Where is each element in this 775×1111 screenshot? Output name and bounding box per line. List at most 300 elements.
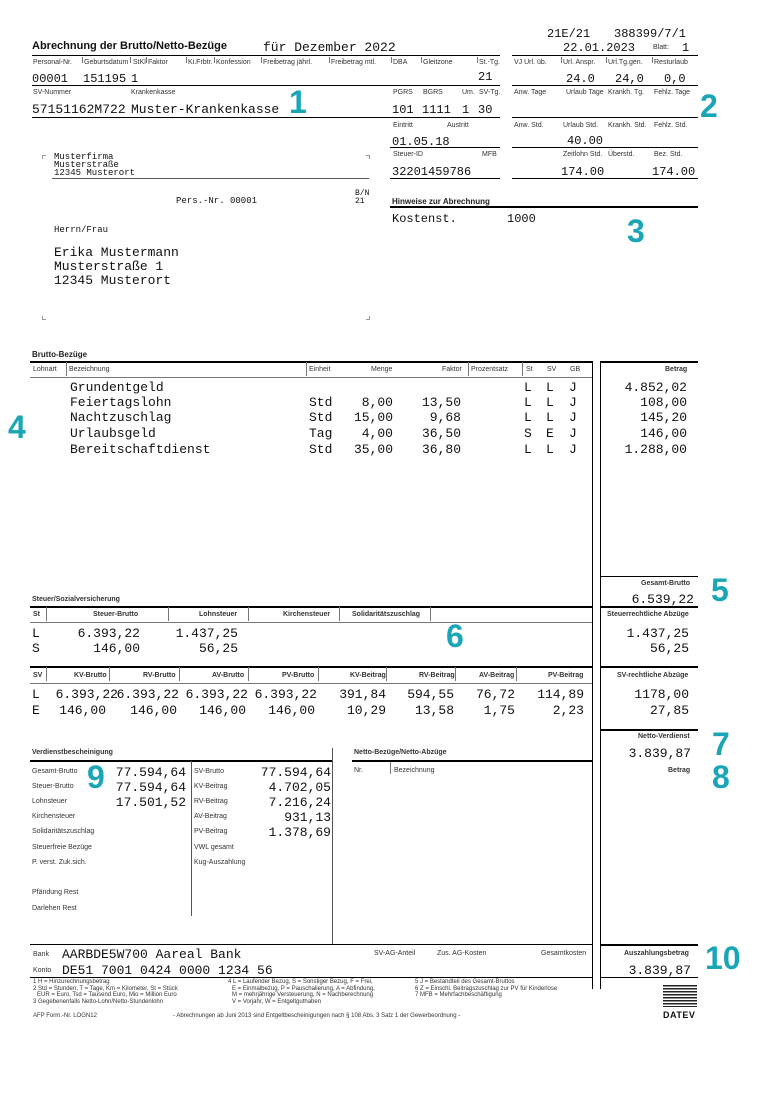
item-betrag: 145,20 xyxy=(640,410,687,425)
col-sep xyxy=(468,362,469,376)
verdienst-label: PV-Beitrag xyxy=(194,828,228,835)
col-sep xyxy=(390,762,391,774)
gesamt-brutto-value: 6.539,22 xyxy=(631,592,694,607)
steuer-heading: Steuer/Sozialversicherung xyxy=(32,596,120,603)
marker-2: 2 xyxy=(700,88,718,124)
kostenstelle-value: 1000 xyxy=(507,212,536,226)
gesamtkosten-label: Gesamtkosten xyxy=(541,950,587,957)
label-vj-url: VJ Url. üb. xyxy=(514,59,547,66)
sender-name: Musterfirma xyxy=(54,152,114,162)
value-sv-nummer: 57151162M722 xyxy=(32,102,126,117)
divider xyxy=(32,55,500,56)
col-sep xyxy=(248,607,249,621)
item-menge: 35,00 xyxy=(353,442,393,457)
value-url-anspr: 24.0 xyxy=(566,72,595,86)
item-unit: Std xyxy=(309,410,333,425)
col-gb: GB xyxy=(570,366,581,373)
grid-tick xyxy=(261,57,262,63)
recipient-name: Erika Mustermann xyxy=(54,245,179,260)
divider xyxy=(390,178,500,179)
label-krankh-tg: Krankh. Tg. xyxy=(608,89,645,96)
divider xyxy=(512,147,698,148)
footnote: 6 Z = Einschl. Beitragszuschlag zur PV für Kinderlose xyxy=(415,985,558,992)
kv-brutto-value: 146,00 xyxy=(59,703,106,718)
divider xyxy=(32,85,500,86)
value-geburtsdatum: 151195 xyxy=(83,72,127,86)
item-gb: J xyxy=(569,395,577,410)
gesamt-brutto-label: Gesamt-Brutto xyxy=(641,580,691,587)
kv-beitrag-value: 391,84 xyxy=(339,687,386,702)
label-anw-tage: Anw. Tage xyxy=(514,89,547,96)
sender-street: Musterstraße xyxy=(54,160,119,170)
label-fehlz-tage: Fehlz. Tage xyxy=(654,89,691,96)
label-sv-nummer: SV-Nummer xyxy=(33,89,72,96)
label-zeitlohn-std: Zeitlohn Std. xyxy=(563,151,603,158)
item-faktor: 9,68 xyxy=(429,410,461,425)
verdienst-label: Kirchensteuer xyxy=(32,813,76,820)
col-sep xyxy=(46,667,47,681)
label-konfession: Konfession xyxy=(216,59,251,66)
col-sep xyxy=(46,607,47,621)
value-url-tg-gen: 24,0 xyxy=(615,72,644,86)
divider xyxy=(512,55,698,56)
konto-value: DE51 7001 0424 0000 1234 56 xyxy=(62,963,273,978)
verdienst-value: 17.501,52 xyxy=(115,795,186,810)
label-um: Um. xyxy=(462,89,475,96)
pv-beitrag-value: 114,89 xyxy=(537,687,584,702)
label-krankenkasse: Krankenkasse xyxy=(131,89,176,96)
divider xyxy=(390,206,698,208)
pv-brutto-value: 146,00 xyxy=(268,703,315,718)
label-bez-std: Bez. Std. xyxy=(654,151,683,158)
label-anw-std: Anw. Std. xyxy=(514,122,544,129)
divider xyxy=(600,576,698,577)
col-faktor: Faktor xyxy=(442,366,462,373)
value-stkl: 1 xyxy=(131,72,139,86)
window-corner xyxy=(366,316,370,320)
col-bezeichnung: Bezeichnung xyxy=(69,366,110,373)
verdienst-value: 4.702,05 xyxy=(268,780,331,795)
window-corner xyxy=(42,316,46,320)
col-nr: Nr. xyxy=(354,767,363,774)
recipient-address xyxy=(54,246,179,288)
verdienst-label: VWL gesamt xyxy=(194,844,234,851)
item-st: L xyxy=(524,410,532,425)
footnotes-col1 xyxy=(33,979,178,1005)
item-gb: J xyxy=(569,380,577,395)
kv-brutto-value: 6.393,22 xyxy=(55,687,118,702)
legal-note: - Abrechnungen ab Juni 2013 sind Entgeltbescheinigungen nach § 108 Abs. 3 Satz 1 der Gewerbeordnung - xyxy=(173,1013,461,1019)
item-faktor: 36,80 xyxy=(421,442,461,457)
item-unit: Std xyxy=(309,395,333,410)
item-menge: 15,00 xyxy=(353,410,393,425)
divider xyxy=(32,117,500,118)
label-st-tg: St.-Tg. xyxy=(479,59,501,66)
col-kv-beitrag: KV-Beitrag xyxy=(350,672,386,679)
rv-brutto-value: 6.393,22 xyxy=(116,687,179,702)
grid-tick xyxy=(146,57,147,63)
col-sep xyxy=(522,362,523,376)
sheet-number: 1 xyxy=(682,41,690,55)
divider xyxy=(512,178,698,179)
col-soli: Solidaritätszuschlag xyxy=(352,611,421,618)
value-sv-tg: 30 xyxy=(478,103,493,117)
rv-beitrag-value: 13,58 xyxy=(414,703,454,718)
col-sv: SV xyxy=(33,672,43,679)
col-sep xyxy=(306,362,307,376)
col-sep xyxy=(109,667,110,681)
divider xyxy=(30,666,592,668)
col-pv-beitrag: PV-Beitrag xyxy=(548,672,584,679)
value-bez-std: 174.00 xyxy=(652,165,696,179)
col-einheit: Einheit xyxy=(309,366,331,373)
item-sv: L xyxy=(546,442,554,457)
document-date: 22.01.2023 xyxy=(563,41,636,55)
col-st: St xyxy=(33,611,40,618)
label-ueberstd: Überstd. xyxy=(608,151,635,158)
footnote: V = Vorjahr, W = Entgeltguthaben xyxy=(232,998,322,1005)
steuer-abzug-value: 1.437,25 xyxy=(626,626,689,641)
col-steuer-brutto: Steuer-Brutto xyxy=(93,611,139,618)
grid-tick xyxy=(329,57,330,63)
abzuege-heading: Netto-Bezüge/Netto-Abzüge xyxy=(354,749,447,756)
col-av-brutto: AV-Brutto xyxy=(212,672,245,679)
grid-tick xyxy=(652,57,653,63)
grid-tick xyxy=(391,57,392,63)
verdienst-value: 77.594,64 xyxy=(115,780,186,795)
col-av-beitrag: AV-Beitrag xyxy=(479,672,515,679)
label-mfb: MFB xyxy=(482,151,497,158)
item-gb: J xyxy=(569,442,577,457)
value-steuer-id: 32201459786 xyxy=(392,165,472,179)
document-title: Abrechnung der Brutto/Netto-Bezüge xyxy=(32,40,227,52)
col-pv-brutto: PV-Brutto xyxy=(282,672,315,679)
verdienst-label: Darlehen Rest xyxy=(32,905,77,912)
divider xyxy=(30,977,592,978)
marker-6: 6 xyxy=(446,618,464,654)
item-betrag: 108,00 xyxy=(640,395,687,410)
verdienst-label: P. verst. Zuk.sich. xyxy=(32,859,87,866)
divider xyxy=(30,760,332,762)
item-betrag: 1.288,00 xyxy=(624,442,687,457)
value-resturlaub: 0,0 xyxy=(664,72,686,86)
col-sep xyxy=(516,667,517,681)
marker-9: 9 xyxy=(87,759,105,795)
col-sep xyxy=(168,607,169,621)
label-fehlz-std: Fehlz. Std. xyxy=(654,122,688,129)
verdienst-label: RV-Beitrag xyxy=(194,798,228,805)
item-gb: J xyxy=(569,410,577,425)
value-pgrs: 101 xyxy=(392,103,414,117)
divider xyxy=(512,117,698,118)
marker-3: 3 xyxy=(627,213,645,249)
column-divider xyxy=(592,361,593,989)
verdienst-value: 7.216,24 xyxy=(268,795,331,810)
divider xyxy=(30,683,592,684)
verdienst-label: AV-Beitrag xyxy=(194,813,227,820)
label-kifrbtr: Ki.Frbtr. xyxy=(188,59,213,66)
form-number: AFP Form.-Nr. LOGN12 xyxy=(33,1013,97,1019)
item-faktor: 36,50 xyxy=(421,426,461,441)
sv-code: E xyxy=(32,703,40,718)
sender-block xyxy=(54,153,135,177)
verdienst-value: 931,13 xyxy=(284,810,331,825)
av-beitrag-value: 76,72 xyxy=(475,687,515,702)
item-unit: Std xyxy=(309,442,333,457)
steuer-st: S xyxy=(32,641,40,656)
grid-tick xyxy=(214,57,215,63)
reference-code: 21E/21 xyxy=(547,27,591,41)
value-st-tg: 21 xyxy=(478,70,493,84)
netto-verdienst-value: 3.839,87 xyxy=(628,746,691,761)
sheet-label: Blatt: xyxy=(653,44,669,51)
footnotes-col2 xyxy=(228,979,375,1005)
col-sv: SV xyxy=(547,366,557,373)
steuer-brutto-value: 6.393,22 xyxy=(77,626,140,641)
sender-underline xyxy=(52,178,369,179)
item-st: L xyxy=(524,395,532,410)
item-unit: Tag xyxy=(309,426,333,441)
hinweise-heading: Hinweise zur Abrechnung xyxy=(392,197,490,206)
divider xyxy=(600,361,698,363)
grid-tick xyxy=(606,57,607,63)
rv-brutto-value: 146,00 xyxy=(130,703,177,718)
col-menge: Menge xyxy=(371,366,393,373)
col-sep xyxy=(248,667,249,681)
lohnsteuer-value: 1.437,25 xyxy=(175,626,238,641)
datev-logo-icon xyxy=(663,985,697,1007)
col-sep xyxy=(386,667,387,681)
label-urlaub-tage: Urlaub Tage xyxy=(566,89,604,96)
salutation: Herrn/Frau xyxy=(54,225,109,235)
marker-8: 8 xyxy=(712,759,730,795)
verdienst-label: Pfändung Rest xyxy=(32,889,79,896)
bn-value: 21 xyxy=(355,197,365,206)
label-url-tg-gen: Url.Tg.gen. xyxy=(608,59,643,66)
value-urlaub-std: 40.00 xyxy=(567,134,604,148)
value-krankenkasse: Muster-Krankenkasse xyxy=(131,102,280,117)
label-dba: DBA xyxy=(393,59,408,66)
label-eintritt: Eintritt xyxy=(393,122,413,129)
grid-tick xyxy=(477,57,478,63)
brutto-heading: Brutto-Bezüge xyxy=(32,350,88,359)
col-kirchensteuer: Kirchensteuer xyxy=(283,611,331,618)
bn-block xyxy=(355,190,369,206)
item-sv: L xyxy=(546,410,554,425)
marker-7: 7 xyxy=(712,726,730,762)
footnotes-col3 xyxy=(415,979,557,999)
pv-beitrag-value: 2,23 xyxy=(552,703,584,718)
item-gb: J xyxy=(569,426,577,441)
label-personal-nr: Personal-Nr. xyxy=(33,59,72,66)
col-betrag: Betrag xyxy=(668,767,691,774)
divider xyxy=(30,622,592,623)
verdienst-heading: Verdienstbescheinigung xyxy=(32,749,113,756)
recipient-city: 12345 Musterort xyxy=(54,273,172,288)
item-name: Bereitschaftdienst xyxy=(70,442,211,457)
marker-1: 1 xyxy=(289,84,307,120)
divider xyxy=(30,606,592,608)
divider xyxy=(30,361,592,363)
sv-abzug-value: 27,85 xyxy=(649,703,689,718)
value-bgrs: 1111 xyxy=(422,103,451,117)
kostenstelle-label: Kostenst. xyxy=(392,212,457,226)
column-divider xyxy=(191,761,192,916)
item-faktor: 13,50 xyxy=(421,395,461,410)
datev-logo: DATEV xyxy=(663,1010,696,1020)
pv-brutto-value: 6.393,22 xyxy=(254,687,317,702)
label-geburtsdatum: Geburtsdatum xyxy=(84,59,129,66)
col-kv-brutto: KV-Brutto xyxy=(74,672,107,679)
col-prozentsatz: Prozentsatz xyxy=(471,366,508,373)
col-sv-abzuege: SV-rechtliche Abzüge xyxy=(617,672,689,679)
col-sep xyxy=(318,667,319,681)
konto-label: Konto xyxy=(33,967,52,974)
item-st: S xyxy=(524,426,532,441)
verdienst-value: 77.594,64 xyxy=(115,765,186,780)
col-steuerrechtliche: Steuerrechtliche Abzüge xyxy=(607,611,689,618)
auszahlung-label: Auszahlungsbetrag xyxy=(624,950,689,957)
marker-4: 4 xyxy=(8,409,26,445)
col-sep xyxy=(430,607,431,621)
label-austritt: Austritt xyxy=(447,122,469,129)
grid-tick xyxy=(421,57,422,63)
verdienst-label: Gesamt-Brutto xyxy=(32,768,78,775)
col-betrag: Betrag xyxy=(665,366,688,373)
sender-city: 12345 Musterort xyxy=(54,168,136,178)
item-betrag: 4.852,02 xyxy=(624,380,687,395)
marker-5: 5 xyxy=(711,572,729,608)
col-sep xyxy=(339,607,340,621)
reference-number: 388399/7/1 xyxy=(614,27,687,41)
verdienst-label: KV-Beitrag xyxy=(194,783,228,790)
label-krankh-std: Krankh. Std. xyxy=(608,122,647,129)
kv-beitrag-value: 10,29 xyxy=(346,703,386,718)
item-name: Nachtzuschlag xyxy=(70,410,172,425)
grid-tick xyxy=(561,57,562,63)
value-um: 1 xyxy=(462,103,470,117)
av-brutto-value: 6.393,22 xyxy=(185,687,248,702)
netto-verdienst-label: Netto-Verdienst xyxy=(638,733,690,740)
col-sep xyxy=(179,667,180,681)
item-betrag: 146,00 xyxy=(640,426,687,441)
av-brutto-value: 146,00 xyxy=(199,703,246,718)
label-freibetrag-jaehrl: Freibetrag jährl. xyxy=(263,59,313,66)
bank-value: AARBDE5W700 Aareal Bank xyxy=(62,947,242,962)
col-st: St xyxy=(526,366,533,373)
grid-tick xyxy=(186,57,187,63)
column-divider xyxy=(332,748,333,944)
footnote: 4 L = Laufender Bezug, S = Sonstiger Bezug, F = Frei, xyxy=(228,979,373,985)
divider xyxy=(600,666,698,668)
label-steuer-id: Steuer-ID xyxy=(393,151,423,158)
footnote: E = Einmalbezug, P = Pauschalierung, A = Abfindung, xyxy=(232,985,375,992)
verdienst-value: 77.594,64 xyxy=(260,765,331,780)
item-sv: L xyxy=(546,380,554,395)
divider xyxy=(512,85,698,86)
divider xyxy=(30,944,592,945)
steuer-st: L xyxy=(32,626,40,641)
label-urlaub-std: Urlaub Std. xyxy=(563,122,599,129)
recipient-street: Musterstraße 1 xyxy=(54,259,164,274)
divider xyxy=(600,944,698,946)
pay-period: für Dezember 2022 xyxy=(263,40,396,55)
label-pgrs: PGRS xyxy=(393,89,413,96)
col-bezeichnung: Bezeichnung xyxy=(394,767,435,774)
item-name: Urlaubsgeld xyxy=(70,426,156,441)
window-corner xyxy=(366,155,370,159)
divider xyxy=(600,977,698,978)
label-resturlaub: Resturlaub xyxy=(654,59,688,66)
col-sep xyxy=(455,667,456,681)
value-personal-nr: 00001 xyxy=(32,72,69,86)
verdienst-label: Solidaritätszuschlag xyxy=(32,828,95,835)
footnote: 3 Gegebenenfalls Netto-Lohn/Netto-Stundenlohn xyxy=(33,998,164,1005)
item-name: Grundentgeld xyxy=(70,380,164,395)
item-menge: 4,00 xyxy=(361,426,393,441)
verdienst-value: 1.378,69 xyxy=(268,825,331,840)
footnote: 1 H = Hinzurechnungsbetrag xyxy=(33,979,110,985)
zus-ag-label: Zus. AG-Kosten xyxy=(437,950,487,957)
label-url-anspr: Url. Anspr. xyxy=(563,59,596,66)
label-freibetrag-mtl: Freibetrag mtl. xyxy=(331,59,377,66)
divider xyxy=(600,729,698,731)
auszahlung-value: 3.839,87 xyxy=(628,963,691,978)
col-lohnsteuer: Lohnsteuer xyxy=(199,611,238,618)
verdienst-label: Kug-Auszahlung xyxy=(194,859,246,866)
lohnsteuer-value: 56,25 xyxy=(198,641,238,656)
verdienst-label: Steuer-Brutto xyxy=(32,783,74,790)
sv-abzug-value: 1178,00 xyxy=(634,687,689,702)
steuer-brutto-value: 146,00 xyxy=(93,641,140,656)
sv-ag-label: SV-AG-Anteil xyxy=(374,950,416,957)
item-name: Feiertagslohn xyxy=(70,395,172,410)
col-sep xyxy=(66,362,67,376)
item-sv: E xyxy=(546,426,554,441)
window-corner xyxy=(42,155,46,159)
value-eintritt: 01.05.18 xyxy=(392,135,450,149)
value-zeitlohn-std: 174.00 xyxy=(561,165,605,179)
divider xyxy=(600,606,698,608)
label-bgrs: BGRS xyxy=(423,89,443,96)
bn-label: B/N xyxy=(355,189,370,198)
label-gleitzone: Gleitzone xyxy=(423,59,453,66)
item-st: L xyxy=(524,442,532,457)
footnote: M = mehrjährige Versteuerung, N = Nachberechnung xyxy=(232,992,374,998)
item-sv: L xyxy=(546,395,554,410)
sv-code: L xyxy=(32,687,40,702)
divider xyxy=(30,377,592,378)
divider xyxy=(352,760,592,762)
grid-tick xyxy=(82,57,83,63)
label-stkl: StKl xyxy=(133,59,146,66)
col-rv-brutto: RV-Brutto xyxy=(143,672,176,679)
footnote: 7 MFB = Mehrfachbeschäftigung xyxy=(415,992,502,998)
label-faktor: Faktor xyxy=(148,59,168,66)
bank-label: Bank xyxy=(33,951,49,958)
col-rv-beitrag: RV-Beitrag xyxy=(419,672,455,679)
av-beitrag-value: 1,75 xyxy=(483,703,515,718)
pers-nr: Pers.-Nr. 00001 xyxy=(176,196,258,206)
label-sv-tg: SV-Tg. xyxy=(479,89,501,96)
verdienst-label: SV-Brutto xyxy=(194,768,224,775)
footnote: 5 J = Bestandteil des Gesamt-Bruttos xyxy=(415,979,515,985)
verdienst-label: Lohnsteuer xyxy=(32,798,68,805)
grid-tick xyxy=(130,57,131,63)
steuer-abzug-value: 56,25 xyxy=(649,641,689,656)
footnote: 2 Std = Stunden, T = Tage, Km = Kilometer, St = Stück xyxy=(33,985,178,992)
item-menge: 8,00 xyxy=(361,395,393,410)
